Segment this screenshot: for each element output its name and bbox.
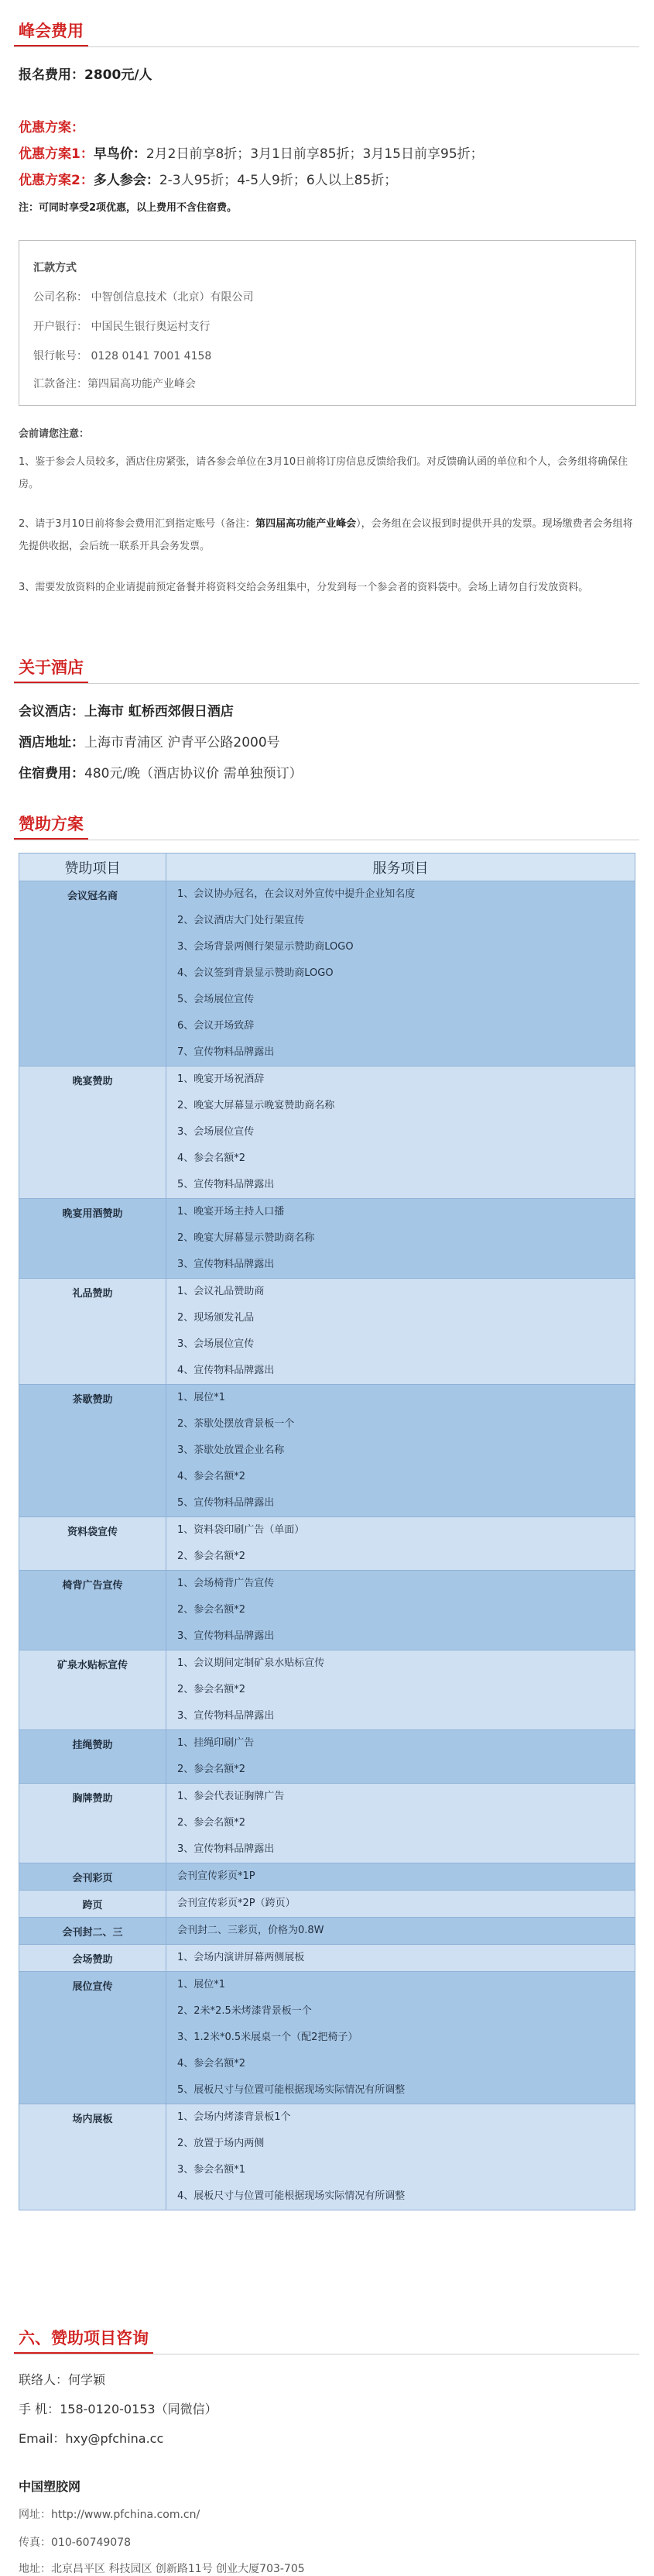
col-header-item: 赞助项目 xyxy=(19,854,166,881)
table-row xyxy=(19,1891,635,1918)
sponsor-item-name: 会刊彩页 xyxy=(19,1863,166,1891)
hotel-price-label: 住宿费用： xyxy=(19,766,84,781)
plan1-detail: 2月2日前享8折；3月1日前享85折；3月15日前享95折； xyxy=(146,146,484,162)
service-item: 3、宣传物料品牌露出 xyxy=(177,1843,275,1855)
table-row xyxy=(19,2104,635,2210)
sponsor-item-name: 会刊封二、三 xyxy=(19,1918,166,1945)
table-row xyxy=(19,1945,635,1972)
table-row xyxy=(19,1279,635,1385)
remit-company: 公司名称： 中智创信息技术（北京）有限公司 xyxy=(33,291,254,304)
sponsor-item-name: 跨页 xyxy=(19,1891,166,1918)
service-item: 5、会场展位宣传 xyxy=(177,994,255,1005)
service-item: 2、茶歇处摆放背景板一个 xyxy=(177,1418,295,1430)
service-item: 2、晚宴大屏幕显示晚宴赞助商名称 xyxy=(177,1100,335,1111)
service-item: 4、参会名额*2 xyxy=(177,1152,246,1164)
service-item: 3、宣传物料品牌露出 xyxy=(177,1710,275,1722)
sponsor-table-body xyxy=(19,881,635,2210)
consult-email[interactable]: Email：hxy@pfchina.cc xyxy=(19,2431,164,2446)
service-item: 2、参会名额*2 xyxy=(177,1684,246,1695)
service-item: 3、会场展位宣传 xyxy=(177,1338,255,1350)
service-item: 4、展板尺寸与位置可能根据现场实际情况有所调整 xyxy=(177,2190,406,2202)
notice-title: 会前请您注意： xyxy=(19,428,90,440)
sponsor-item-name: 胸牌赞助 xyxy=(19,1784,166,1863)
table-row xyxy=(19,1784,635,1863)
fee-section-title: 峰会费用 xyxy=(14,17,88,47)
sponsor-table xyxy=(19,853,635,2210)
service-item: 会刊宣传彩页*1P xyxy=(177,1870,255,1882)
sponsor-service-cell xyxy=(166,1863,635,1891)
table-row xyxy=(19,1650,635,1730)
sponsor-item-name: 场内展板 xyxy=(19,2104,166,2210)
remit-remark: 汇款备注：第四届高功能产业峰会 xyxy=(33,378,196,390)
table-row xyxy=(19,881,635,1066)
discount-heading: 优惠方案： xyxy=(19,120,84,136)
consult-contact: 联络人：何学颖 xyxy=(19,2372,106,2387)
table-row xyxy=(19,1972,635,2104)
service-item: 1、晚宴开场祝酒辞 xyxy=(177,1073,265,1085)
service-item: 2、会议酒店大门处行架宣传 xyxy=(177,915,305,926)
service-item: 1、晚宴开场主持人口播 xyxy=(177,1206,285,1218)
sponsor-service-cell xyxy=(166,1730,635,1784)
plan2-name: 多人参会： xyxy=(93,173,159,188)
service-item: 2、放置于场内两侧 xyxy=(177,2138,265,2149)
sponsor-item-name: 会场赞助 xyxy=(19,1945,166,1972)
service-item: 1、展位*1 xyxy=(177,1979,226,1990)
sponsor-service-cell xyxy=(166,1972,635,2104)
service-item: 1、会议礼品赞助商 xyxy=(177,1286,265,1297)
service-item: 会刊宣传彩页*2P（跨页） xyxy=(177,1898,296,1909)
table-row xyxy=(19,1517,635,1571)
service-item: 5、宣传物料品牌露出 xyxy=(177,1179,275,1190)
service-item: 2、现场颁发礼品 xyxy=(177,1312,255,1324)
notice-p2-bold: 第四届高功能产业峰会 xyxy=(255,518,357,530)
table-row xyxy=(19,1199,635,1279)
notice-p2 xyxy=(19,513,635,558)
hotel-name: 会议酒店：上海市 虹桥西郊假日酒店 xyxy=(19,704,234,720)
service-item: 1、会议协办冠名，在会议对外宣传中提升企业知名度 xyxy=(177,888,416,900)
service-item: 2、参会名额*2 xyxy=(177,1817,246,1829)
sponsor-section-title: 赞助方案 xyxy=(14,810,88,840)
notice-p1: 1、鉴于参会人员较多，酒店住房紧张，请各参会单位在3月10日前将订房信息反馈给我们。对反馈确认函的单位和个人，会务组将确保住房。 xyxy=(19,456,628,490)
service-item: 1、展位*1 xyxy=(177,1392,226,1403)
table-row xyxy=(19,1730,635,1784)
service-item: 2、晚宴大屏幕显示赞助商名称 xyxy=(177,1232,315,1244)
service-item: 6、会议开场致辞 xyxy=(177,1020,255,1032)
sponsor-service-cell xyxy=(166,881,635,1066)
service-item: 2、参会名额*2 xyxy=(177,1764,246,1775)
remit-bank: 开户银行： 中国民生银行奥运村支行 xyxy=(33,321,211,333)
service-item: 1、会场内演讲屏幕两侧展板 xyxy=(177,1952,305,1963)
fee-divider xyxy=(14,46,639,47)
sponsor-item-name: 矿泉水贴标宣传 xyxy=(19,1650,166,1730)
table-row xyxy=(19,1571,635,1650)
service-item: 3、宣传物料品牌露出 xyxy=(177,1630,275,1642)
hotel-price-value: 480元/晚（酒店协议价 需单独预订） xyxy=(84,766,303,781)
fee-note: 注：可同时享受2项优惠，以上费用不含住宿费。 xyxy=(19,202,238,214)
col-header-service: 服务项目 xyxy=(166,854,635,881)
fee-price: 报名费用：2800元/人 xyxy=(19,67,152,83)
service-item: 4、参会名额*2 xyxy=(177,1471,246,1482)
sponsor-item-name: 资料袋宣传 xyxy=(19,1517,166,1571)
sponsor-item-name: 展位宣传 xyxy=(19,1972,166,2104)
service-item: 2、参会名额*2 xyxy=(177,1604,246,1616)
service-item: 2、2米*2.5米烤漆背景板一个 xyxy=(177,2005,312,2017)
sponsor-table-header xyxy=(19,854,635,881)
sponsor-service-cell xyxy=(166,1784,635,1863)
service-item: 5、宣传物料品牌露出 xyxy=(177,1497,275,1509)
notice-p2-post: ），会务组在会议报到时提供开具的发票。现场缴费者会务组将先提供收据，会后统一联系开具会务发票。 xyxy=(19,518,633,552)
sponsor-item-name: 会议冠名商 xyxy=(19,881,166,1066)
sponsor-item-name: 晚宴赞助 xyxy=(19,1066,166,1199)
service-item: 3、茶歇处放置企业名称 xyxy=(177,1444,285,1456)
sponsor-item-name: 茶歇赞助 xyxy=(19,1385,166,1517)
table-row xyxy=(19,1066,635,1199)
sponsor-service-cell xyxy=(166,1279,635,1385)
footer-site[interactable]: 网址：http://www.pfchina.com.cn/ xyxy=(19,2509,200,2521)
service-item: 1、参会代表证胸牌广告 xyxy=(177,1791,285,1802)
sponsor-service-cell xyxy=(166,2104,635,2210)
consult-section-title: 六、赞助项目咨询 xyxy=(14,2324,153,2354)
service-item: 3、会场展位宣传 xyxy=(177,1126,255,1138)
service-item: 2、参会名额*2 xyxy=(177,1551,246,1562)
sponsor-service-cell xyxy=(166,1918,635,1945)
service-item: 3、宣传物料品牌露出 xyxy=(177,1259,275,1270)
table-row xyxy=(19,1385,635,1517)
discount-plan-2 xyxy=(19,170,397,191)
plan1-name: 早鸟价： xyxy=(93,146,146,162)
sponsor-service-cell xyxy=(166,1199,635,1279)
plan1-label: 优惠方案1： xyxy=(19,146,94,162)
service-item: 3、会场背景两侧行架显示赞助商LOGO xyxy=(177,941,354,953)
remittance-box xyxy=(19,240,636,406)
service-item: 3、1.2米*0.5米展桌一个（配2把椅子） xyxy=(177,2032,358,2043)
hotel-address-label: 酒店地址： xyxy=(19,735,84,750)
service-item: 会刊封二、三彩页，价格为0.8W xyxy=(177,1925,324,1936)
footer-org: 中国塑胶网 xyxy=(19,2479,81,2494)
sponsor-service-cell xyxy=(166,1066,635,1199)
sponsor-service-cell xyxy=(166,1517,635,1571)
sponsor-item-name: 椅背广告宣传 xyxy=(19,1571,166,1650)
sponsor-service-cell xyxy=(166,1650,635,1730)
sponsor-service-cell xyxy=(166,1571,635,1650)
remit-account: 银行帐号： 0128 0141 7001 4158 xyxy=(33,350,212,362)
sponsor-service-cell xyxy=(166,1891,635,1918)
service-item: 1、会场椅背广告宣传 xyxy=(177,1578,275,1589)
sponsor-service-cell xyxy=(166,1945,635,1972)
notice-p3: 3、需要发放资料的企业请提前预定备餐并将资料交给会务组集中，分发到每一个参会者的资料袋中。会场上请勿自行发放资料。 xyxy=(19,582,589,593)
consult-phone: 手 机：158-0120-0153（同微信） xyxy=(19,2402,217,2416)
sponsor-item-name: 晚宴用酒赞助 xyxy=(19,1199,166,1279)
hotel-address-value: 上海市青浦区 沪青平公路2000号 xyxy=(84,735,280,750)
service-item: 1、会议期间定制矿泉水贴标宣传 xyxy=(177,1657,325,1669)
service-item: 1、会场内烤漆背景板1个 xyxy=(177,2111,291,2123)
remit-title: 汇款方式 xyxy=(33,262,77,274)
service-item: 4、会议签到背景显示赞助商LOGO xyxy=(177,967,334,979)
service-item: 4、宣传物料品牌露出 xyxy=(177,1365,275,1376)
plan2-detail: 2-3人95折；4-5人9折；6人以上85折； xyxy=(159,173,398,188)
table-row xyxy=(19,1918,635,1945)
hotel-price xyxy=(19,764,303,784)
sponsor-service-cell xyxy=(166,1385,635,1517)
hotel-section-title: 关于酒店 xyxy=(14,654,88,684)
footer-address: 地址：北京昌平区 科技园区 创新路11号 创业大厦703-705 xyxy=(19,2563,305,2575)
discount-plan-1 xyxy=(19,144,484,164)
service-item: 4、参会名额*2 xyxy=(177,2058,246,2069)
service-item: 1、资料袋印刷广告（单面） xyxy=(177,1524,305,1536)
sponsor-item-name: 礼品赞助 xyxy=(19,1279,166,1385)
sponsor-item-name: 挂绳赞助 xyxy=(19,1730,166,1784)
table-row xyxy=(19,1863,635,1891)
plan2-label: 优惠方案2： xyxy=(19,173,94,188)
footer-fax: 传真：010-60749078 xyxy=(19,2537,132,2549)
hotel-divider xyxy=(14,683,639,684)
service-item: 5、展板尺寸与位置可能根据现场实际情况有所调整 xyxy=(177,2084,406,2096)
service-item: 3、参会名额*1 xyxy=(177,2164,246,2176)
notice-p2-pre: 2、请于3月10日前将参会费用汇到指定账号（备注： xyxy=(19,518,256,530)
service-item: 7、宣传物料品牌露出 xyxy=(177,1046,275,1058)
hotel-address xyxy=(19,733,280,753)
service-item: 1、挂绳印刷广告 xyxy=(177,1737,255,1749)
